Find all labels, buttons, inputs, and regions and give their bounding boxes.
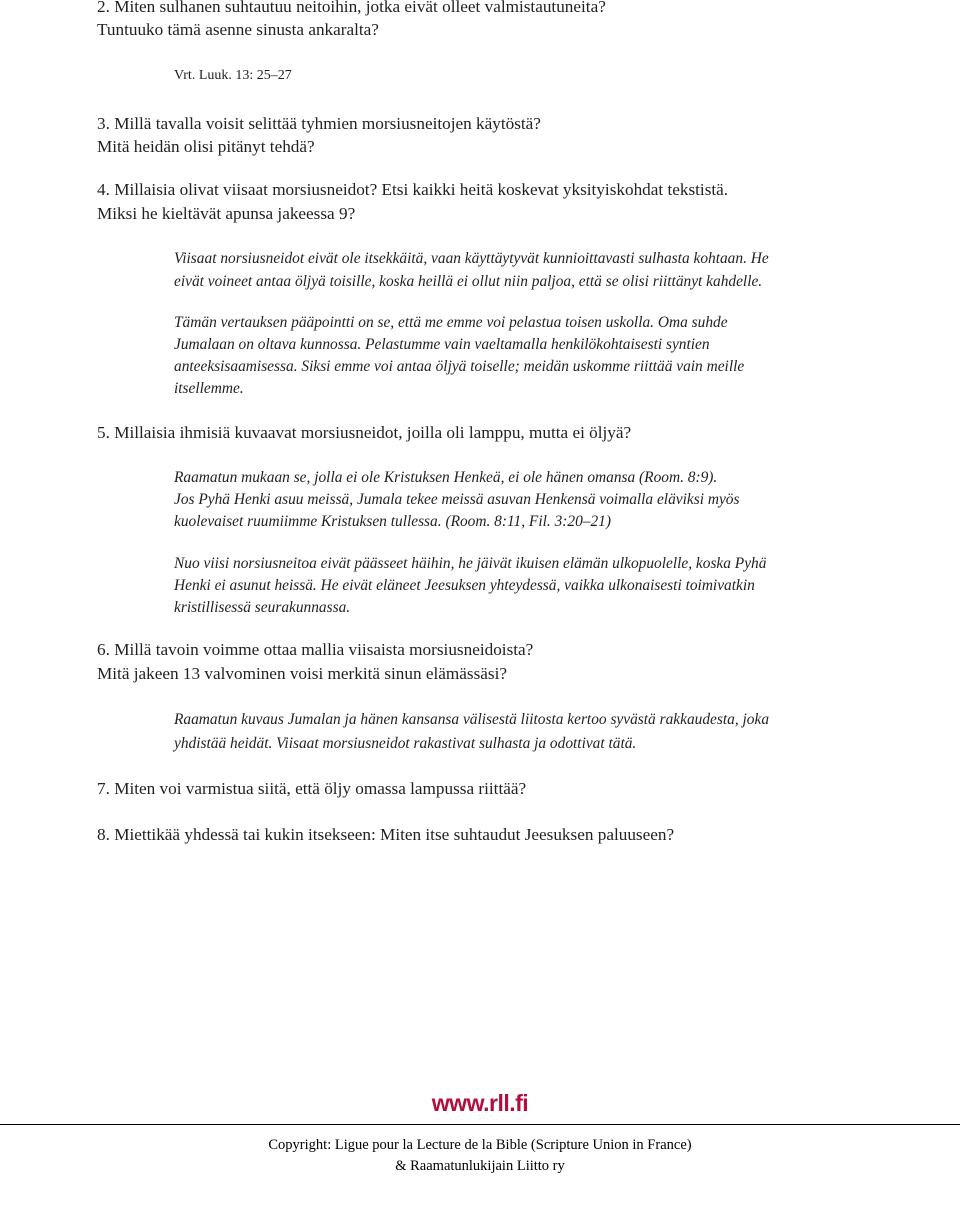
footer-divider bbox=[0, 1124, 960, 1125]
answer-5b-line-3: kristillisessä seurakunnassa. bbox=[174, 599, 351, 616]
answer-4a-line-1: Viisaat norsiusneidot eivät ole itsekkäitä, vaan käyttäytyvät kunnioittavasti sulhasta kohtaan. He bbox=[174, 250, 769, 267]
question-2-line-1: 2. Miten sulhanen suhtautuu neitoihin, jotka eivät olleet valmistautuneita? bbox=[97, 0, 606, 16]
question-6-line-1: 6. Millä tavoin voimme ottaa mallia viisaista morsiusneidoista? bbox=[97, 640, 534, 659]
answer-4a-line-2: eivät voineet antaa öljyä toisille, koska heillä ei ollut niin paljoa, että se olisi riittänyt kahdelle. bbox=[174, 273, 763, 290]
question-6-line-2: Mitä jakeen 13 valvominen voisi merkitä sinun elämässäsi? bbox=[97, 664, 508, 683]
answer-6-line-2: yhdistää heidät. Viisaat morsiusneidot rakastivat sulhasta ja odottivat tätä. bbox=[174, 735, 637, 752]
answer-5b-line-1: Nuo viisi norsiusneitoa eivät päässeet häihin, he jäivät ikuisen elämän ulkopuolelle, koska Pyhä bbox=[174, 555, 767, 572]
answer-5a-line-2: Jos Pyhä Henki asuu meissä, Jumala tekee meissä asuvan Henkensä voimalla eläviksi myös bbox=[174, 491, 740, 508]
answer-6-line-1: Raamatun kuvaus Jumalan ja hänen kansansa välisestä liitosta kertoo syvästä rakkaudesta, joka bbox=[174, 711, 770, 728]
footer-copyright-line-2: & Raamatunlukijain Liitto ry bbox=[395, 1158, 565, 1174]
answer-5b-line-2: Henki ei asunut heissä. He eivät eläneet Jeesuksen yhteydessä, vaikka ulkonaisesti toimivatkin bbox=[174, 577, 755, 594]
question-2-line-2: Tuntuuko tämä asenne sinusta ankaralta? bbox=[97, 20, 379, 39]
answer-5a-line-1: Raamatun mukaan se, jolla ei ole Kristuksen Henkeä, ei ole hänen omansa (Room. 8:9). bbox=[174, 469, 718, 486]
question-8: 8. Miettikää yhdessä tai kukin itsekseen: Miten itse suhtaudut Jeesuksen paluuseen? bbox=[97, 825, 675, 844]
answer-4b-line-2: Jumalaan on oltava kunnossa. Pelastumme vain vaeltamalla henkilökohtaisesti syntien bbox=[174, 336, 710, 353]
question-3-line-1: 3. Millä tavalla voisit selittää tyhmien morsiusneitojen käytöstä? bbox=[97, 114, 541, 133]
answer-4b-line-3: anteeksisaamisessa. Siksi emme voi antaa öljyä toiselle; meidän uskomme riittää vain meille bbox=[174, 358, 745, 375]
answer-4b-line-1: Tämän vertauksen pääpointti on se, että me emme voi pelastua toisen uskolla. Oma suhde bbox=[174, 314, 728, 331]
question-3-line-2: Mitä heidän olisi pitänyt tehdä? bbox=[97, 137, 315, 156]
question-2-reference: Vrt. Luuk. 13: 25–27 bbox=[174, 68, 292, 83]
question-7: 7. Miten voi varmistua siitä, että öljy omassa lampussa riittää? bbox=[97, 779, 527, 798]
rll-logo[interactable]: www.rll.fi bbox=[431, 1090, 529, 1116]
question-4-line-2: Miksi he kieltävät apunsa jakeessa 9? bbox=[97, 204, 356, 223]
question-5: 5. Millaisia ihmisiä kuvaavat morsiusneidot, joilla oli lamppu, mutta ei öljyä? bbox=[97, 423, 632, 442]
footer-copyright-line-1: Copyright: Ligue pour la Lecture de la Bible (Scripture Union in France) bbox=[268, 1137, 692, 1153]
answer-4b-line-4: itsellemme. bbox=[174, 380, 244, 397]
answer-5a-line-3: kuolevaiset ruumiimme Kristuksen tullessa. (Room. 8:11, Fil. 3:20–21) bbox=[174, 513, 612, 530]
question-4-line-1: 4. Millaisia olivat viisaat morsiusneidot? Etsi kaikki heitä koskevat yksityiskohdat tekstistä. bbox=[97, 180, 729, 199]
